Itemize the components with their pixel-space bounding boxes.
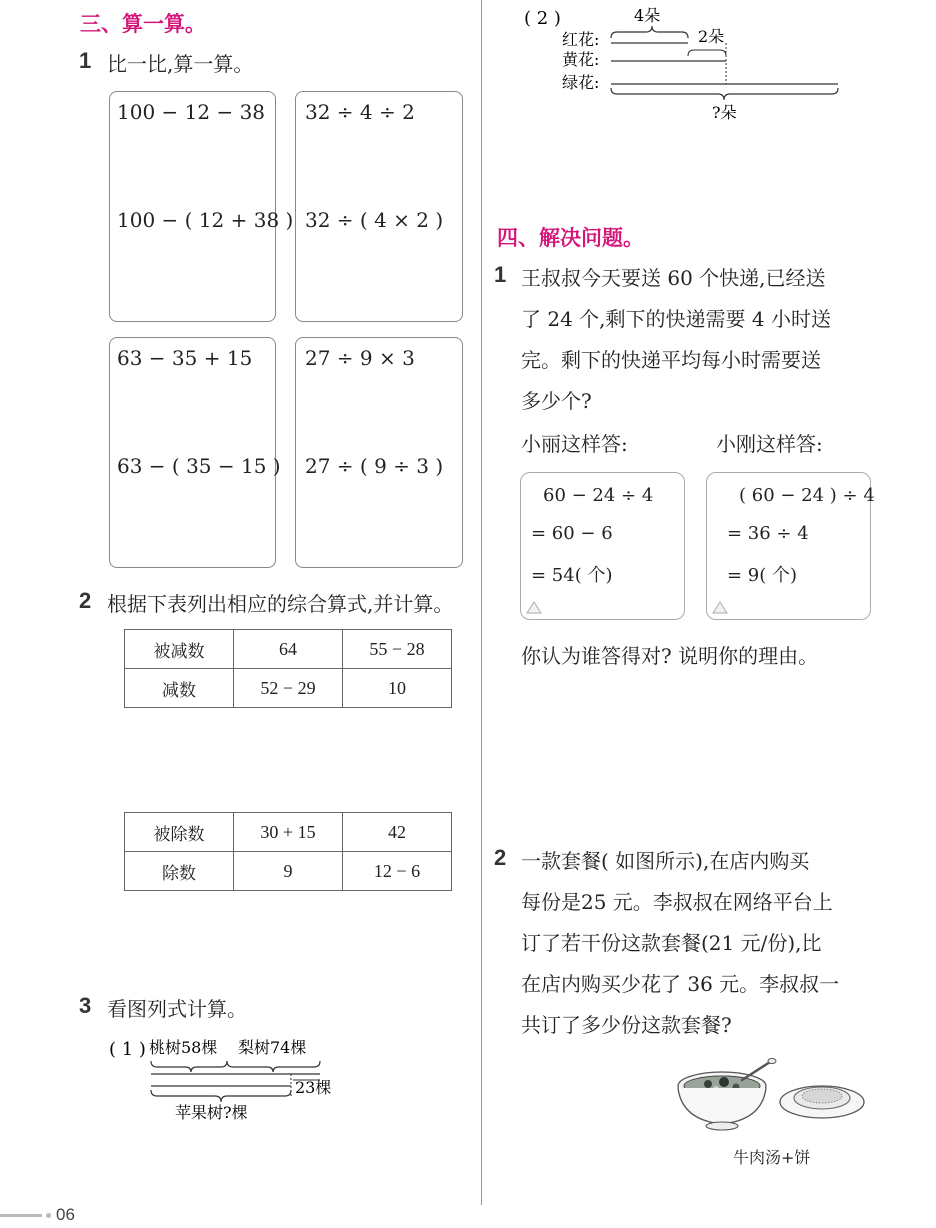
page-number: 06 (56, 1205, 75, 1224)
division-table (124, 812, 452, 891)
s4-q1-question: 你认为谁答得对? 说明你的理由。 (521, 644, 819, 668)
q3-text: 看图列式计算。 (107, 997, 247, 1021)
subtraction-table (124, 629, 452, 708)
xiaoli-answer-card (520, 472, 685, 620)
answer-line: = 36 ÷ 4 (727, 523, 809, 544)
table-cell: 64 (234, 630, 343, 669)
calc-expr-b: 32 ÷ ( 4 × 2 ) (305, 208, 444, 232)
calc-expr-a: 100 − 12 − 38 (117, 100, 266, 124)
footer-dot-icon (46, 1213, 51, 1218)
q3-number: 3 (79, 993, 92, 1018)
s4-q2-line: 共订了多少份这款套餐? (521, 1013, 732, 1037)
table-cell: 30 + 15 (234, 813, 343, 852)
s4-q2-line: 订了若干份这款套餐(21 元/份),比 (521, 931, 822, 955)
table-head: 减数 (125, 669, 234, 708)
calc-expr-b: 100 − ( 12 + 38 ) (117, 208, 294, 232)
xiaogang-label: 小刚这样答: (716, 432, 823, 456)
section4-title: 四、解决问题。 (497, 226, 644, 250)
diagram-label: ( 2 ) (524, 8, 561, 29)
paper-curl-icon (525, 599, 543, 615)
calc-expr-a: 63 − 35 + 15 (117, 346, 253, 370)
table-cell: 9 (234, 852, 343, 891)
green-brace (611, 88, 838, 100)
answer-line: = 60 − 6 (531, 523, 613, 544)
apple-brace (151, 1090, 291, 1102)
calc-expr-a: 32 ÷ 4 ÷ 2 (305, 100, 415, 124)
calc-box-3 (109, 337, 281, 568)
answer-line: = 54( 个) (531, 565, 613, 586)
column-divider (481, 0, 482, 1205)
q2-text: 根据下表列出相应的综合算式,并计算。 (107, 592, 454, 616)
peach-brace (151, 1061, 227, 1072)
answer-line: = 9( 个) (727, 565, 798, 586)
pear-label: 梨树74棵 (238, 1038, 307, 1057)
table-head: 被除数 (125, 813, 234, 852)
peach-label: 桃树58棵 (149, 1038, 218, 1057)
calc-box-2 (295, 91, 463, 322)
answer-line: ( 60 − 24 ) ÷ 4 (739, 485, 875, 506)
calc-expr-a: 27 ÷ 9 × 3 (305, 346, 415, 370)
apple-label: 苹果树?棵 (175, 1103, 248, 1122)
table-cell: 12 − 6 (343, 852, 452, 891)
table-head: 除数 (125, 852, 234, 891)
s4-q2-line: 每份是25 元。李叔叔在网络平台上 (521, 890, 833, 914)
yellow-label: 黄花: (562, 50, 600, 69)
s4-q2-line: 在店内购买少花了 36 元。李叔叔一 (521, 972, 840, 996)
s4-q2-number: 2 (494, 845, 507, 870)
calc-expr-b: 63 − ( 35 − 15 ) (117, 454, 281, 478)
section3-title: 三、算一算。 (80, 12, 206, 36)
xiaoli-label: 小丽这样答: (521, 432, 628, 456)
green-label: 绿花: (562, 73, 600, 92)
q1-text: 比一比,算一算。 (107, 52, 254, 76)
table-cell: 42 (343, 813, 452, 852)
beef-soup-bread-illustration (672, 1058, 882, 1138)
red-brace (611, 26, 688, 38)
q2-number: 2 (79, 588, 92, 613)
diagram-label: ( 1 ) (109, 1039, 146, 1060)
illustration-caption: 牛肉汤+饼 (733, 1148, 811, 1167)
s4-q1-line: 多少个? (521, 389, 592, 413)
s4-q1-line: 了 24 个,剩下的快递需要 4 小时送 (521, 307, 831, 331)
s4-q2-line: 一款套餐( 如图所示),在店内购买 (521, 849, 810, 873)
tree-diagram (105, 1030, 355, 1130)
table-cell: 52 − 29 (234, 669, 343, 708)
diff-brace (688, 50, 726, 56)
total-label: ?朵 (712, 103, 737, 122)
red-count-label: 4朵 (634, 6, 661, 25)
xiaogang-answer-card (706, 472, 875, 620)
table-head: 被减数 (125, 630, 234, 669)
table-cell: 10 (343, 669, 452, 708)
answer-line: 60 − 24 ÷ 4 (543, 485, 654, 506)
calc-box-4 (295, 337, 463, 568)
s4-q1-line: 王叔叔今天要送 60 个快递,已经送 (521, 266, 826, 290)
q1-number: 1 (79, 48, 92, 73)
footer-rule (0, 1214, 42, 1217)
calc-box-1 (109, 91, 294, 322)
diff-label: 2朵 (698, 27, 725, 46)
calc-expr-b: 27 ÷ ( 9 ÷ 3 ) (305, 454, 444, 478)
pear-brace (227, 1061, 320, 1072)
diff-label: 23棵 (295, 1078, 332, 1097)
flower-diagram (520, 2, 850, 122)
paper-curl-icon (711, 599, 729, 615)
red-label: 红花: (562, 30, 600, 49)
table-cell: 55 − 28 (343, 630, 452, 669)
s4-q1-line: 完。剩下的快递平均每小时需要送 (521, 348, 821, 372)
s4-q1-number: 1 (494, 262, 507, 287)
